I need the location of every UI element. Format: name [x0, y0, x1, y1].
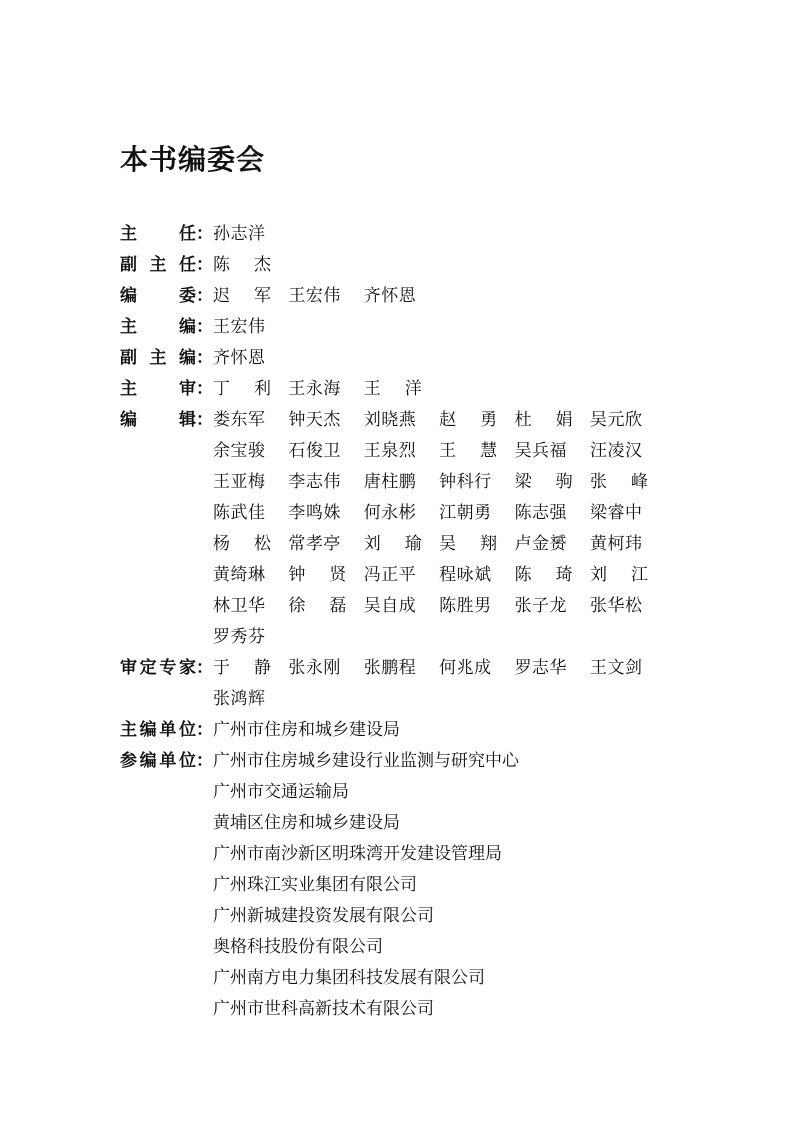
role-label-char: 编： — [179, 348, 213, 368]
organization-name: 广州南方电力集团科技发展有限公司 — [213, 968, 485, 988]
person-name: 张鹏程 — [363, 658, 417, 678]
role-label — [120, 653, 213, 684]
role-label — [120, 281, 213, 312]
person-name: 陈胜男 — [439, 596, 492, 616]
role-row — [120, 281, 680, 312]
role-label-char: 主 — [149, 255, 167, 275]
person-name: 李志伟 — [288, 472, 341, 492]
role-label-char: 单 — [159, 720, 177, 740]
person-name: 迟 军 — [213, 286, 271, 306]
person-name: 余宝骏 — [213, 441, 266, 461]
name-list — [213, 281, 680, 312]
person-name: 常孝亭 — [288, 534, 341, 554]
name-list — [213, 250, 680, 281]
person-name: 张 峰 — [589, 472, 648, 492]
role-row — [120, 653, 680, 715]
unit-list — [213, 746, 680, 1025]
person-name: 罗志华 — [514, 658, 568, 678]
role-label-char: 编 — [120, 286, 137, 306]
organization-name: 广州市交通运输局 — [213, 782, 349, 802]
role-row — [120, 250, 680, 281]
person-name: 何兆成 — [439, 658, 492, 678]
person-name: 王亚梅 — [213, 472, 266, 492]
person-name: 孙志洋 — [213, 224, 266, 244]
person-name: 陈志强 — [514, 503, 568, 523]
name-list — [213, 343, 680, 374]
person-name: 杨 松 — [213, 534, 271, 554]
person-name: 张永刚 — [288, 658, 341, 678]
person-name: 陈武佳 — [213, 503, 266, 523]
person-name: 吴 翔 — [439, 534, 498, 554]
role-label-char: 副 — [120, 348, 137, 368]
role-label — [120, 405, 213, 436]
role-label-char: 定 — [139, 658, 157, 678]
person-name: 赵 勇 — [439, 410, 498, 430]
role-label-char: 主 — [149, 348, 167, 368]
role-row — [120, 746, 680, 1025]
role-label-char: 委： — [179, 286, 213, 306]
person-name: 梁睿中 — [589, 503, 643, 523]
person-name: 齐怀恩 — [213, 348, 266, 368]
person-name: 陈 杰 — [213, 255, 271, 275]
person-name: 何永彬 — [363, 503, 417, 523]
person-name: 王文剑 — [589, 658, 643, 678]
role-label-char: 编 — [139, 751, 157, 771]
name-list — [213, 374, 680, 405]
role-label-char: 参 — [120, 751, 137, 771]
role-row — [120, 405, 680, 653]
role-label — [120, 746, 213, 777]
person-name: 钟天杰 — [288, 410, 341, 430]
role-label-char: 主 — [120, 317, 137, 337]
role-label-char: 单 — [159, 751, 177, 771]
person-name: 刘 江 — [589, 565, 648, 585]
name-list — [213, 405, 680, 653]
person-name: 娄东军 — [213, 410, 266, 430]
person-name: 丁 利 — [213, 379, 271, 399]
person-name: 张鸿辉 — [213, 689, 266, 709]
person-name: 唐柱鹏 — [363, 472, 417, 492]
person-name: 张子龙 — [514, 596, 568, 616]
name-list — [213, 219, 680, 250]
organization-name: 黄埔区住房和城乡建设局 — [213, 813, 400, 833]
person-name: 梁 驹 — [514, 472, 573, 492]
unit-list — [213, 715, 680, 746]
person-name: 程咏斌 — [439, 565, 492, 585]
organization-name: 奥格科技股份有限公司 — [213, 937, 383, 957]
role-label — [120, 374, 213, 405]
person-name: 刘 瑜 — [363, 534, 422, 554]
person-name: 吴兵福 — [514, 441, 568, 461]
person-name: 王 洋 — [363, 379, 422, 399]
role-label-char: 任： — [179, 224, 213, 244]
role-label — [120, 250, 213, 281]
person-name: 陈 琦 — [514, 565, 573, 585]
person-name: 王永海 — [288, 379, 341, 399]
person-name: 卢金赟 — [514, 534, 568, 554]
role-row — [120, 343, 680, 374]
person-name: 齐怀恩 — [363, 286, 417, 306]
role-label-char: 位： — [178, 751, 213, 771]
role-label-char: 主 — [120, 224, 137, 244]
role-row — [120, 715, 680, 746]
person-name: 吴元欣 — [589, 410, 643, 430]
role-row — [120, 312, 680, 343]
organization-name: 广州珠江实业集团有限公司 — [213, 875, 417, 895]
role-label-char: 任： — [179, 255, 213, 275]
person-name: 汪凌汉 — [589, 441, 643, 461]
person-name: 刘晓燕 — [363, 410, 417, 430]
person-name: 吴自成 — [363, 596, 417, 616]
organization-name: 广州市南沙新区明珠湾开发建设管理局 — [213, 844, 502, 864]
role-row — [120, 374, 680, 405]
person-name: 王宏伟 — [213, 317, 266, 337]
role-label-char: 家： — [178, 658, 213, 678]
role-label-char: 主 — [120, 379, 137, 399]
person-name: 钟科行 — [439, 472, 492, 492]
person-name: 黄绮琳 — [213, 565, 266, 585]
role-label — [120, 219, 213, 250]
organization-name: 广州市住房城乡建设行业监测与研究中心 — [213, 751, 519, 771]
page-title: 本书编委会 — [120, 143, 266, 176]
role-label-char: 审 — [120, 658, 137, 678]
name-list — [213, 653, 680, 715]
person-name: 于 静 — [213, 658, 271, 678]
role-label-char: 主 — [120, 720, 137, 740]
role-label-char: 辑： — [179, 410, 213, 430]
person-name: 王宏伟 — [288, 286, 341, 306]
organization-name: 广州新城建投资发展有限公司 — [213, 906, 434, 926]
organization-name: 广州市住房和城乡建设局 — [213, 720, 400, 740]
person-name: 张华松 — [589, 596, 643, 616]
role-label-char: 专 — [159, 658, 177, 678]
role-label-char: 编 — [120, 410, 137, 430]
person-name: 杜 娟 — [514, 410, 573, 430]
organization-name: 广州市世科高新技术有限公司 — [213, 999, 434, 1019]
role-label — [120, 343, 213, 374]
name-list — [213, 312, 680, 343]
person-name: 王泉烈 — [363, 441, 417, 461]
person-name: 徐 磊 — [288, 596, 347, 616]
person-name: 黄柯玮 — [589, 534, 643, 554]
role-label-char: 编： — [179, 317, 213, 337]
committee-list — [120, 219, 680, 1025]
role-label-char: 审： — [179, 379, 213, 399]
person-name: 王 慧 — [439, 441, 498, 461]
person-name: 石俊卫 — [288, 441, 341, 461]
role-label-char: 位： — [178, 720, 213, 740]
role-label-char: 编 — [139, 720, 157, 740]
person-name: 林卫华 — [213, 596, 266, 616]
person-name: 冯正平 — [363, 565, 417, 585]
role-label-char: 副 — [120, 255, 137, 275]
person-name: 江朝勇 — [439, 503, 492, 523]
role-label — [120, 715, 213, 746]
person-name: 钟 贤 — [288, 565, 347, 585]
role-row — [120, 219, 680, 250]
person-name: 李鸣姝 — [288, 503, 341, 523]
role-label — [120, 312, 213, 343]
person-name: 罗秀芬 — [213, 627, 266, 647]
